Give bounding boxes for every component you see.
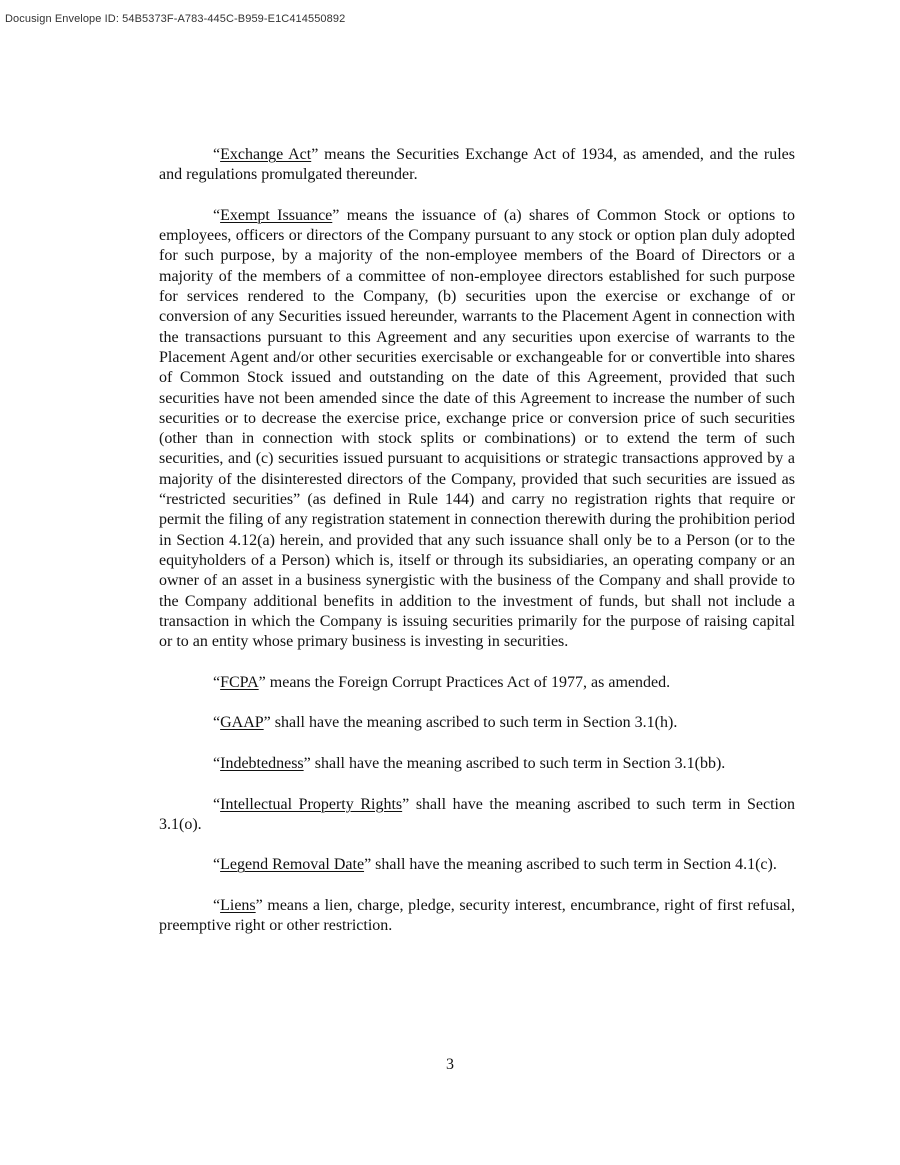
defined-term: Liens (220, 896, 256, 914)
definition-liens: “Liens” means a lien, charge, pledge, security interest, encumbrance, right of first refusal, preemptive right or other restriction. (159, 896, 795, 935)
definition-text: shall have the meaning ascribed to such term in Section 3.1(bb). (310, 754, 726, 772)
definition-indebtedness: “Indebtedness” shall have the meaning ascribed to such term in Section 3.1(bb). (213, 754, 726, 772)
defined-term: GAAP (220, 714, 264, 732)
docusign-envelope-id: Docusign Envelope ID: 54B5373F-A783-445C-B959-E1C414550892 (5, 13, 346, 25)
definition-intellectual-property-rights: “Intellectual Property Rights” shall have the meaning ascribed to such term in Section 3.1(o). (159, 795, 795, 833)
definition-text: shall have the meaning ascribed to such term in Section 4.1(c). (371, 856, 777, 874)
document-body (159, 145, 795, 957)
definition-exchange-act: “Exchange Act” means the Securities Exchange Act of 1934, as amended, and the rules and regulations promulgated thereunder. (159, 146, 796, 184)
definition-legend-removal-date: “Legend Removal Date” shall have the meaning ascribed to such term in Section 4.1(c). (213, 856, 777, 874)
definition-gaap: “GAAP” shall have the meaning ascribed to such term in Section 3.1(h). (213, 714, 678, 732)
definition-text: shall have the meaning ascribed to such term in Section 3.1(h). (270, 714, 678, 732)
definition-text: means a lien, charge, pledge, security interest, encumbrance, right of first refusal, preemptive right or other restriction. (159, 896, 795, 935)
definition-text: means the issuance of (a) shares of Common Stock or options to employees, officers or directors of the Company pursuant to any stock or option plan duly adopted for such purpose, by a majority of the non-employee members of the Board of Directors or a majority of the members of a committee of non-employee directors established for such purpose for services rendered to the Company, (b) securities upon the exercise or exchange of or conversion of any Securities issued hereunder, warrants to the Placement Agent in connection with the transactions pursuant to this Agreement and any securities upon exercise of warrants to the Placement Agent and/or other securities exercisable or exchangeable for or convertible into shares of Common Stock issued and outstanding on the date of this Agreement, provided that such securities have not been amended since the date of this Agreement to increase the number of such securities or to decrease the exercise price, exchange price or conversion price of such securities (other than in connection with stock splits or combinations) or to extend the term of such securities, and (c) securities issued pursuant to acquisitions or strategic transactions approved by a majority of the disinterested directors of the Company, provided that such securities are issued as “restricted securities” (as defined in Rule 144) and carry no registration rights that require or permit the filing of any registration statement in connection therewith during the prohibition period in Section 4.12(a) herein, and provided that any such issuance shall only be to a Person (or to the equityholders of a Person) which is, itself or through its subsidiaries, an operating company or an owner of an asset in a business synergistic with the business of the Company and shall provide to the Company additional benefits in addition to the investment of funds, but shall not include a transaction in which the Company is issuing securities primarily for the purpose of raising capital or to an entity whose primary business is investing in securities. (159, 206, 796, 651)
definition-text: means the Securities Exchange Act of 1934, as amended, and the rules and regulations promulgated thereunder. (159, 146, 796, 184)
defined-term: Legend Removal Date (220, 856, 365, 874)
defined-term: Exempt Issuance (220, 206, 333, 224)
defined-term: FCPA (220, 673, 259, 691)
defined-term: Indebtedness (220, 754, 304, 772)
defined-term: Exchange Act (220, 146, 312, 163)
page-number: 3 (446, 1056, 454, 1073)
definition-text: means the Foreign Corrupt Practices Act of 1977, as amended. (265, 673, 671, 691)
definition-text: shall have the meaning ascribed to such term in Section 3.1(o). (159, 795, 795, 833)
defined-term: Intellectual Property Rights (220, 795, 403, 813)
definition-exempt-issuance: “Exempt Issuance” means the issuance of (a) shares of Common Stock or options to employees, officers or directors of the Company pursuant to any stock or option plan duly adopted for such purpose, by a majority of the non-employee members of the Board of Directors or a majority of the members of a committee of non-employee directors established for such purpose for services rendered to the Company, (b) securities upon the exercise or exchange of or conversion of any Securities issued hereunder, warrants to the Placement Agent in connection with the transactions pursuant to this Agreement and any securities upon exercise of warrants to the Placement Agent and/or other securities exercisable or exchangeable for or convertible into shares of Common Stock issued and outstanding on the date of this Agreement, provided that such securities have not been amended since the date of this Agreement to increase the number of such securities or to decrease the exercise price, exchange price or conversion price of such securities (other than in connection with stock splits or combinations) or to extend the term of such securities, and (c) securities issued pursuant to acquisitions or strategic transactions approved by a majority of the disinterested directors of the Company, provided that such securities are issued as “restricted securities” (as defined in Rule 144) and carry no registration rights that require or permit the filing of any registration statement in connection therewith during the prohibition period in Section 4.12(a) herein, and provided that any such issuance shall only be to a Person (or to the equityholders of a Person) which is, itself or through its subsidiaries, an operating company or an owner of an asset in a business synergistic with the business of the Company and shall provide to the Company additional benefits in addition to the investment of funds, but shall not include a transaction in which the Company is issuing securities primarily for the purpose of raising capital or to an entity whose primary business is investing in securities. (159, 206, 796, 651)
definition-fcpa: “FCPA” means the Foreign Corrupt Practices Act of 1977, as amended. (213, 673, 671, 691)
